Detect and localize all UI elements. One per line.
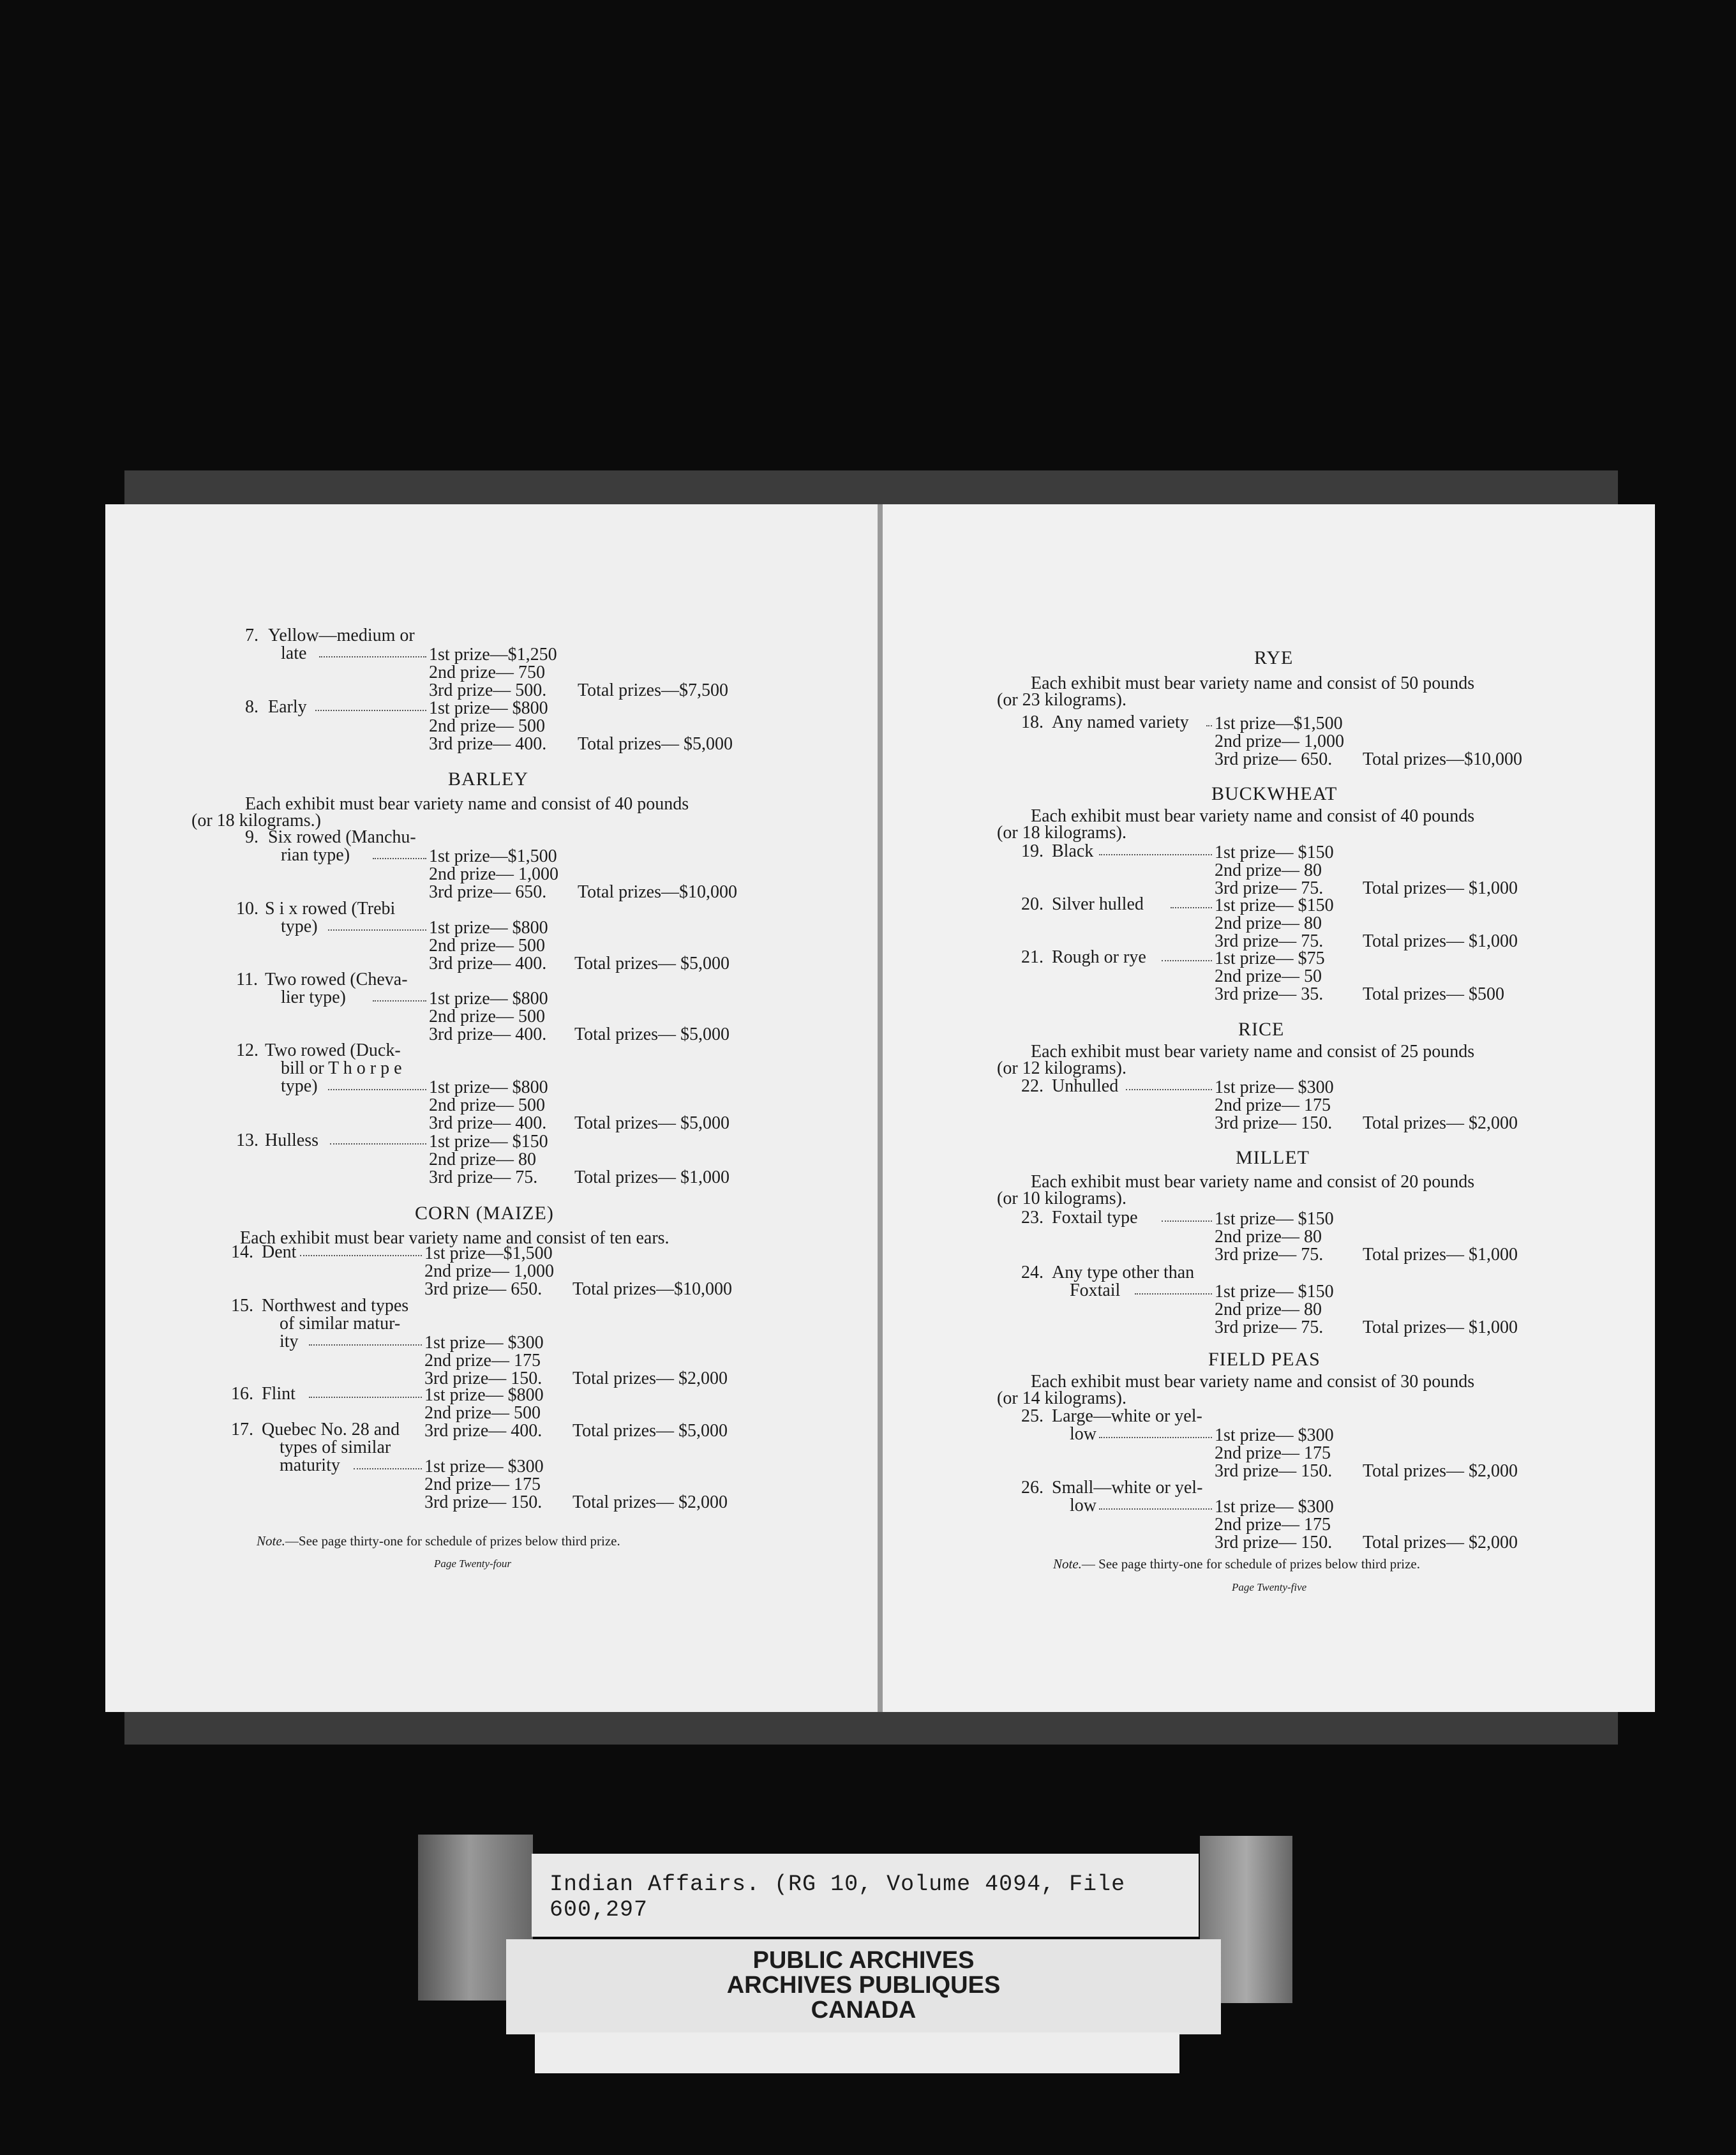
total-prizes: Total prizes— $2,000 — [572, 1492, 728, 1512]
entry-name: Small—white or yel- — [1052, 1478, 1203, 1498]
total-prizes: Total prizes—$7,500 — [578, 680, 728, 700]
prize-second: 2nd prize— 175 — [1215, 1095, 1331, 1115]
entry-name: Six rowed (Manchu- — [268, 827, 416, 847]
millet-heading: MILLET — [1236, 1147, 1310, 1168]
entry-name: Any type other than — [1052, 1263, 1195, 1282]
entry-number: 14. — [231, 1242, 253, 1262]
buckwheat-intro-line2: (or 18 kilograms). — [997, 823, 1126, 843]
entry-name: Rough or rye — [1052, 947, 1146, 967]
prize-second: 2nd prize— 500 — [424, 1403, 541, 1423]
prize-first: 1st prize—$1,500 — [1215, 714, 1343, 733]
prize-second: 2nd prize— 175 — [424, 1351, 541, 1370]
prize-first: 1st prize— $150 — [429, 1132, 548, 1152]
entry-name: low — [1070, 1496, 1096, 1515]
dot-leader — [373, 1000, 426, 1002]
entry-number: 25. — [1021, 1406, 1044, 1426]
prize-first: 1st prize— $300 — [424, 1333, 544, 1353]
prize-first: 1st prize— $300 — [1215, 1078, 1334, 1097]
dot-leader — [1162, 960, 1212, 961]
prize-third: 3rd prize— 400. — [429, 1025, 547, 1044]
left-note — [257, 1533, 620, 1549]
dot-leader — [373, 858, 426, 859]
entry-name: Yellow—medium or — [268, 626, 415, 645]
right-note-text: — See page thirty-one for schedule of prizes below third prize. — [1081, 1556, 1420, 1572]
prize-first: 1st prize— $800 — [429, 698, 548, 718]
total-prizes: Total prizes— $1,000 — [1363, 931, 1518, 951]
dot-leader — [1171, 907, 1212, 908]
entry-name: types of similar — [280, 1438, 391, 1457]
prize-third: 3rd prize— 150. — [1215, 1113, 1333, 1133]
prize-third: 3rd prize— 75. — [1215, 878, 1324, 898]
prize-second: 2nd prize— 175 — [1215, 1443, 1331, 1463]
millet-intro-line2: (or 10 kilograms). — [997, 1189, 1126, 1208]
dot-leader — [300, 1255, 422, 1256]
prize-first: 1st prize— $800 — [424, 1385, 544, 1405]
corn-intro: Each exhibit must bear variety name and consist of ten ears. — [240, 1228, 670, 1248]
prize-second: 2nd prize— 80 — [1215, 1300, 1322, 1319]
prize-second: 2nd prize— 80 — [429, 1150, 536, 1169]
dot-leader — [330, 1143, 426, 1145]
entry-name: Black — [1052, 841, 1094, 861]
buckwheat-intro-line1: Each exhibit must bear variety name and consist of 40 pounds — [1031, 806, 1475, 826]
entry-name: Foxtail — [1070, 1280, 1121, 1300]
entry-name: Two rowed (Cheva- — [265, 970, 408, 989]
entry-name: Foxtail type — [1052, 1208, 1138, 1228]
prize-third: 3rd prize— 75. — [1215, 931, 1324, 951]
total-prizes: Total prizes—$10,000 — [578, 882, 737, 902]
entry-number: 7. — [245, 626, 258, 645]
total-prizes: Total prizes— $2,000 — [1363, 1461, 1518, 1481]
entry-name: Two rowed (Duck- — [265, 1040, 401, 1060]
archives-stamp — [506, 1939, 1221, 2034]
prize-second: 2nd prize— 80 — [1215, 860, 1322, 880]
total-prizes: Total prizes—$10,000 — [572, 1279, 732, 1299]
prize-third: 3rd prize— 150. — [1215, 1533, 1333, 1552]
entry-number: 13. — [236, 1130, 258, 1150]
entry-number: 9. — [245, 827, 258, 847]
dot-leader — [1206, 725, 1212, 726]
entry-name: Unhulled — [1052, 1076, 1119, 1096]
dot-leader — [319, 656, 426, 657]
entry-number: 18. — [1021, 712, 1044, 732]
entry-name: Any named variety — [1052, 712, 1189, 732]
entry-name: Northwest and types — [262, 1296, 409, 1316]
total-prizes: Total prizes— $5,000 — [574, 954, 730, 973]
entry-number: 8. — [245, 697, 258, 717]
entry-name: Quebec No. 28 and — [262, 1420, 400, 1439]
entry-number: 26. — [1021, 1478, 1044, 1498]
total-prizes: Total prizes— $1,000 — [1363, 1318, 1518, 1337]
prize-second: 2nd prize— 500 — [429, 716, 545, 736]
entry-name: ity — [280, 1332, 299, 1351]
prize-first: 1st prize—$1,500 — [424, 1243, 553, 1263]
reference-text: Indian Affairs. (RG 10, Volume 4094, File 600,297 — [550, 1872, 1126, 1923]
prize-first: 1st prize—$1,500 — [429, 846, 557, 866]
prize-third: 3rd prize— 650. — [1215, 749, 1333, 769]
prize-first: 1st prize— $75 — [1215, 949, 1325, 968]
prize-third: 3rd prize— 400. — [429, 1113, 547, 1133]
dot-leader — [1126, 1089, 1212, 1090]
entry-number: 12. — [236, 1040, 258, 1060]
right-note-label: Note. — [1053, 1556, 1082, 1572]
left-note-text: —See page thirty-one for schedule of prizes below third prize. — [285, 1533, 620, 1549]
entry-name: Hulless — [265, 1130, 318, 1150]
entry-name: type) — [281, 1076, 318, 1096]
prize-first: 1st prize— $800 — [429, 1078, 548, 1097]
total-prizes: Total prizes— $1,000 — [574, 1168, 730, 1187]
prize-first: 1st prize— $150 — [1215, 1282, 1334, 1302]
prize-third: 3rd prize— 75. — [1215, 1318, 1324, 1337]
prize-first: 1st prize—$1,250 — [429, 645, 557, 665]
barley-heading: BARLEY — [448, 769, 528, 790]
total-prizes: Total prizes— $2,000 — [572, 1369, 728, 1388]
right-page-number: Page Twenty-five — [1232, 1581, 1307, 1593]
prize-third: 3rd prize— 650. — [429, 882, 547, 902]
entry-number: 22. — [1021, 1076, 1044, 1096]
rice-intro-line1: Each exhibit must bear variety name and consist of 25 pounds — [1031, 1042, 1475, 1062]
entry-name: Silver hulled — [1052, 894, 1144, 914]
dot-leader — [1099, 1508, 1212, 1510]
dot-leader — [328, 929, 426, 931]
prize-first: 1st prize— $150 — [1215, 843, 1334, 862]
total-prizes: Total prizes— $5,000 — [572, 1421, 728, 1441]
dot-leader — [1099, 854, 1212, 855]
prize-first: 1st prize— $300 — [1215, 1425, 1334, 1445]
archives-line2: ARCHIVES PUBLIQUES — [726, 1972, 1001, 1999]
entry-name: low — [1070, 1424, 1096, 1444]
prize-third: 3rd prize— 75. — [429, 1168, 538, 1187]
dot-leader — [309, 1397, 422, 1398]
millet-intro-line1: Each exhibit must bear variety name and consist of 20 pounds — [1031, 1172, 1475, 1192]
barley-intro-line1: Each exhibit must bear variety name and consist of 40 pounds — [245, 794, 689, 814]
rye-intro-line2: (or 23 kilograms). — [997, 690, 1126, 710]
entry-number: 15. — [231, 1296, 253, 1316]
rye-intro-line1: Each exhibit must bear variety name and consist of 50 pounds — [1031, 673, 1475, 693]
total-prizes: Total prizes— $2,000 — [1363, 1113, 1518, 1133]
entry-name: bill or T h o r p e — [281, 1058, 402, 1078]
prize-third: 3rd prize— 75. — [1215, 1245, 1324, 1265]
label-strip — [535, 2032, 1179, 2073]
prize-third: 3rd prize— 650. — [424, 1279, 542, 1299]
total-prizes: Total prizes— $5,000 — [574, 1025, 730, 1044]
dot-leader — [315, 710, 426, 711]
archives-line3: CANADA — [811, 1997, 917, 2024]
archives-line1: PUBLIC ARCHIVES — [752, 1947, 975, 1974]
entry-name: type) — [281, 917, 318, 936]
prize-third: 3rd prize— 500. — [429, 680, 547, 700]
dot-leader — [354, 1468, 422, 1469]
prize-second: 2nd prize— 175 — [424, 1475, 541, 1494]
entry-number: 19. — [1021, 841, 1044, 861]
prize-first: 1st prize— $150 — [1215, 896, 1334, 915]
book-spine — [878, 504, 883, 1712]
prize-third: 3rd prize— 35. — [1215, 984, 1324, 1004]
rye-heading: RYE — [1254, 647, 1294, 668]
total-prizes: Total prizes— $1,000 — [1363, 878, 1518, 898]
field-peas-intro-line2: (or 14 kilograms). — [997, 1388, 1126, 1408]
prize-first: 1st prize— $300 — [1215, 1497, 1334, 1517]
entry-name: lier type) — [281, 987, 346, 1007]
field-peas-heading: FIELD PEAS — [1208, 1349, 1321, 1370]
reference-label — [532, 1854, 1199, 1937]
dot-leader — [1099, 1437, 1212, 1438]
dot-leader — [328, 1089, 426, 1090]
dot-leader — [1135, 1293, 1212, 1295]
right-note — [1053, 1556, 1420, 1572]
entry-number: 20. — [1021, 894, 1044, 914]
entry-name: Dent — [262, 1242, 297, 1262]
prize-second: 2nd prize— 175 — [1215, 1515, 1331, 1535]
entry-number: 11. — [236, 970, 258, 989]
entry-number: 17. — [231, 1420, 253, 1439]
entry-number: 16. — [231, 1384, 253, 1404]
entry-number: 10. — [236, 899, 258, 919]
prize-third: 3rd prize— 400. — [429, 954, 547, 973]
prize-third: 3rd prize— 400. — [424, 1421, 542, 1441]
entry-name: maturity — [280, 1455, 340, 1475]
entry-name: S i x rowed (Trebi — [265, 899, 396, 919]
prize-first: 1st prize— $150 — [1215, 1209, 1334, 1229]
prize-third: 3rd prize— 150. — [424, 1369, 542, 1388]
prize-third: 3rd prize— 150. — [424, 1492, 542, 1512]
prize-second: 2nd prize— 500 — [429, 936, 545, 956]
entry-name: of similar matur- — [280, 1314, 401, 1333]
entry-name: rian type) — [281, 845, 350, 865]
prize-second: 2nd prize— 1,000 — [1215, 732, 1344, 751]
prize-second: 2nd prize— 750 — [429, 663, 545, 682]
prize-second: 2nd prize— 80 — [1215, 913, 1322, 933]
entry-name: Large—white or yel- — [1052, 1406, 1202, 1426]
entry-name: late — [281, 643, 307, 663]
buckwheat-heading: BUCKWHEAT — [1211, 783, 1338, 804]
total-prizes: Total prizes— $1,000 — [1363, 1245, 1518, 1265]
dot-leader — [309, 1344, 422, 1346]
prize-first: 1st prize— $300 — [424, 1457, 544, 1476]
barley-intro-line2: (or 18 kilograms.) — [191, 811, 321, 830]
total-prizes: Total prizes— $5,000 — [578, 734, 733, 754]
prize-second: 2nd prize— 1,000 — [429, 864, 558, 884]
rice-intro-line2: (or 12 kilograms). — [997, 1058, 1126, 1078]
corn-heading: CORN (MAIZE) — [415, 1203, 554, 1224]
prize-third: 3rd prize— 400. — [429, 734, 547, 754]
total-prizes: Total prizes— $500 — [1363, 984, 1504, 1004]
field-peas-intro-line1: Each exhibit must bear variety name and consist of 30 pounds — [1031, 1372, 1475, 1392]
prize-second: 2nd prize— 80 — [1215, 1227, 1322, 1247]
total-prizes: Total prizes— $2,000 — [1363, 1533, 1518, 1552]
prize-second: 2nd prize— 50 — [1215, 966, 1322, 986]
prize-first: 1st prize— $800 — [429, 989, 548, 1009]
entry-number: 23. — [1021, 1208, 1044, 1228]
prize-second: 2nd prize— 500 — [429, 1007, 545, 1026]
prize-third: 3rd prize— 150. — [1215, 1461, 1333, 1481]
entry-name: Flint — [262, 1384, 296, 1404]
dot-leader — [1162, 1220, 1212, 1222]
entry-number: 21. — [1021, 947, 1044, 967]
prize-second: 2nd prize— 1,000 — [424, 1261, 554, 1281]
entry-name: Early — [268, 697, 307, 717]
prize-second: 2nd prize— 500 — [429, 1095, 545, 1115]
total-prizes: Total prizes—$10,000 — [1363, 749, 1522, 769]
left-page-number: Page Twenty-four — [434, 1558, 512, 1570]
rice-heading: RICE — [1238, 1019, 1285, 1040]
total-prizes: Total prizes— $5,000 — [574, 1113, 730, 1133]
entry-number: 24. — [1021, 1263, 1044, 1282]
left-note-label: Note. — [257, 1533, 285, 1549]
prize-first: 1st prize— $800 — [429, 918, 548, 938]
